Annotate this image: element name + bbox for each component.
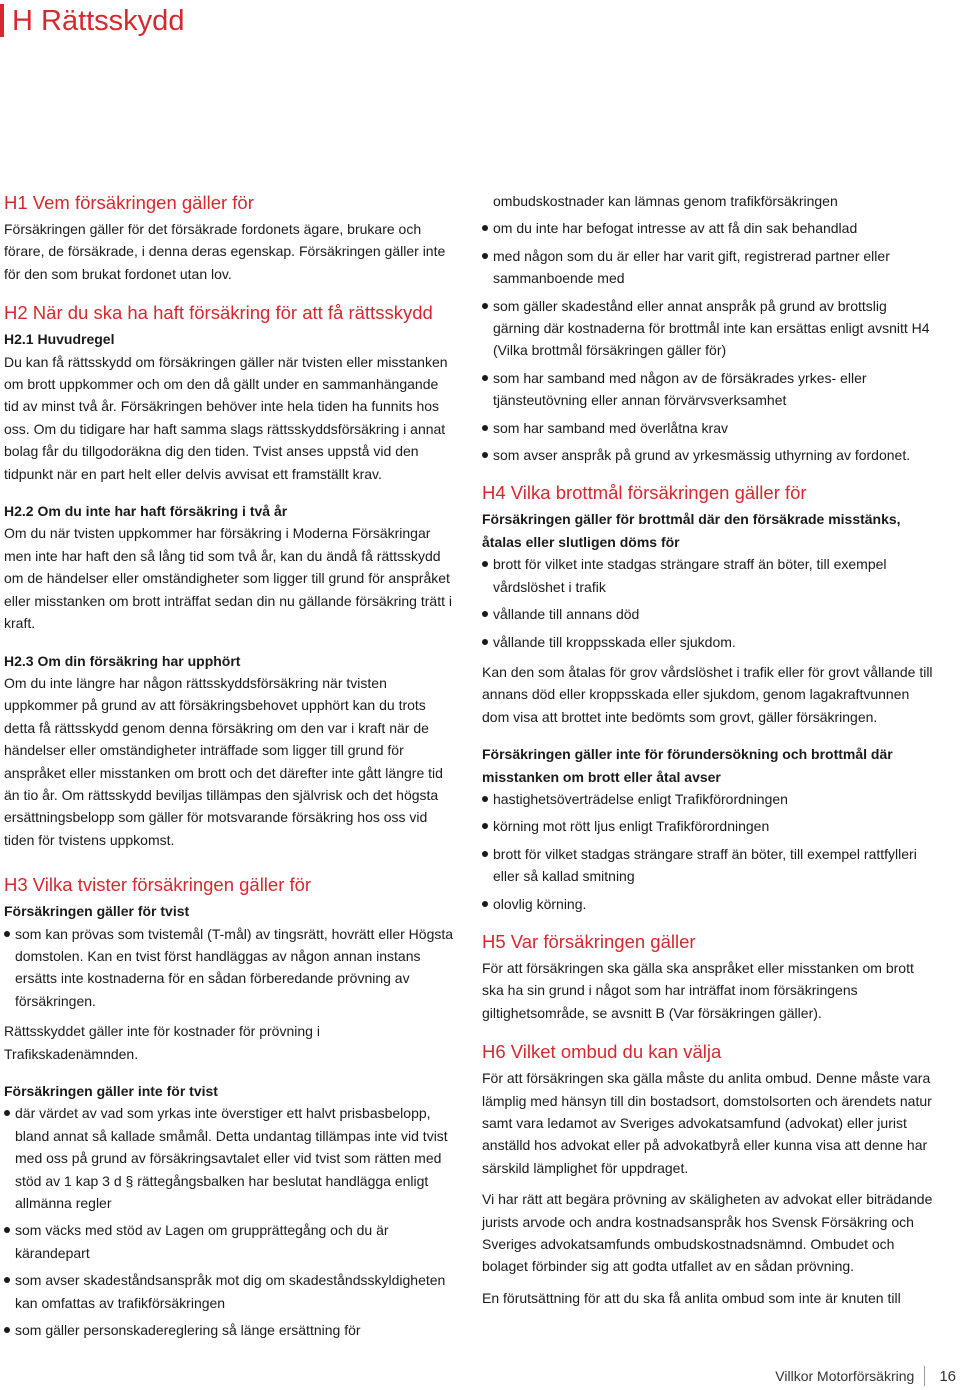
section-h5-title: H5 Var försäkringen gäller xyxy=(482,930,696,952)
list-item: olovlig körning. xyxy=(482,893,934,915)
heading-accent-bar xyxy=(0,4,4,37)
section-h22-title: H2.2 Om du inte har haft försäkring i två år xyxy=(4,503,288,520)
h4-applies-list xyxy=(482,553,934,653)
section-h5-text: För att försäkringen ska gälla ska anspråket eller misstanken om brott ska ha sin grund i något som har inträffat inom försäkringens giltighetsområde, se avsnitt B (Var försäkringen gäller). xyxy=(482,959,914,1021)
list-item: som gäller personskadereglering så länge ersättning för xyxy=(4,1319,456,1341)
list-item: vållande till kroppsskada eller sjukdom. xyxy=(482,631,934,653)
section-h1-text: Försäkringen gäller för det försäkrade fordonets ägare, brukare och förare, de försäkrade, i denna deras egenskap. Försäkringen gäller inte för den som brukat fordonet utan lov. xyxy=(4,221,446,282)
list-item: brott för vilket inte stadgas strängare straff än böter, till exempel vårdslöshet i trafik xyxy=(482,553,934,598)
section-h6-text-3: En förutsättning för att du ska få anlita ombud som inte är knuten till xyxy=(482,1289,901,1306)
section-h3-note: Rättsskyddet gäller inte för kostnader för prövning i Trafikskadenämnden. xyxy=(4,1023,320,1062)
list-item: som avser skadeståndsanspråk mot dig om skadeståndsskyldigheten kan omfattas av trafikförsäkringen xyxy=(4,1269,456,1314)
section-h6-title: H6 Vilket ombud du kan välja xyxy=(482,1041,722,1063)
section-h4-subtitle-excluded: Försäkringen gäller inte för förundersökning och brottmål där misstanken om brott eller åtal avser xyxy=(482,746,893,785)
h3-applies-list xyxy=(4,923,456,1013)
section-h6-text-1: För att försäkringen ska gälla måste du anlita ombud. Denne måste vara lämplig med hänsyn till din bostadsort, domstolsorten och ärendets natur samt vara ledamot av Sveriges advokatsamfund (advokat) eller jurist anställd hos advokat eller på advokatbyrå eller kunna visa att denne har särskild lämplighet för uppdraget. xyxy=(482,1070,932,1176)
section-h22-text: Om du när tvisten uppkommer har försäkring i Moderna Försäkringar men inte har haft den så lång tid som två år, kan du ändå få rättsskydd om de händelser eller omständigheter som ligger till grund för anspråket eller misstanken om brott inträffat sedan din nu gällande försäkring trätt i kraft. xyxy=(4,525,452,632)
list-item: där värdet av vad som yrkas inte överstiger ett halvt prisbasbelopp, bland annat så kallade småmål. Detta undantag tillämpas inte vid tvist med oss på grund av försäkringsavtalet eller vid tvist som rätten med stöd av 1 kap 3 d § rättegångsbalken har beslutat handlägga enligt allmänna regler xyxy=(4,1102,456,1214)
section-h21-title: H2.1 Huvudregel xyxy=(4,331,115,348)
section-h1-title: H1 Vem försäkringen gäller för xyxy=(4,192,254,213)
list-item: som väcks med stöd av Lagen om grupprättegång och du är kärandepart xyxy=(4,1219,456,1264)
list-item: som har samband med överlåtna krav xyxy=(482,417,934,439)
footer-title: Villkor Motorförsäkring xyxy=(775,1368,915,1384)
page-number: 16 xyxy=(939,1367,956,1385)
section-h3-title: H3 Vilka tvister försäkringen gäller för xyxy=(4,874,312,896)
left-column xyxy=(4,190,456,1349)
list-item: körning mot rött ljus enligt Trafikförordningen xyxy=(482,815,934,837)
section-h4-text: Kan den som åtalas för grov vårdslöshet i trafik eller för grovt vållande till annans död eller kroppsskada eller sjukdom, genom lagakraftvunnen dom visa att brottet inte bedömts som grovt, gäller försäkringen. xyxy=(482,663,933,725)
list-item: som har samband med någon av de försäkrades yrkes- eller tjänsteutövning eller annan förvärvsverksamhet xyxy=(482,367,934,412)
list-item: vållande till annans död xyxy=(482,603,934,625)
h3-excluded-list-continued xyxy=(482,217,934,466)
list-item: om du inte har befogat intresse av att få din sak behandlad xyxy=(482,217,934,239)
h3-excluded-list xyxy=(4,1102,456,1341)
list-item: hastighetsöverträdelse enligt Trafikförordningen xyxy=(482,788,934,810)
page-title: H Rättsskydd xyxy=(12,5,185,37)
list-item: som avser anspråk på grund av yrkesmässig uthyrning av fordonet. xyxy=(482,444,934,466)
footer-divider xyxy=(924,1366,925,1386)
list-item: som gäller skadestånd eller annat anspråk på grund av brottslig gärning där kostnaderna för brottmål inte kan ersättas enligt avsnitt H4 (Vilka brottmål försäkringen gäller för) xyxy=(482,295,934,362)
section-h2-title: H2 När du ska ha haft försäkring för att få rättsskydd xyxy=(4,302,433,324)
right-column xyxy=(482,190,934,1318)
section-h23-title: H2.3 Om din försäkring har upphört xyxy=(4,652,241,669)
section-h3-subtitle-applies: Försäkringen gäller för tvist xyxy=(4,903,190,920)
list-item: brott för vilket stadgas strängare straff än böter, till exempel rattfylleri eller så kallad smitning xyxy=(482,843,934,888)
section-h23-text: Om du inte längre har någon rättsskyddsförsäkring när tvisten uppkommer på grund av att försäkringsbehovet upphört kan du trots detta få rättsskydd genom denna försäkring om den var i kraft när de händelser eller omständigheter inträffade som ligger till grund för anspråket eller misstanken om brott och det därefter inte gått längre tid än tio år. Om rättsskydd beviljas tillämpas den självrisk och det högsta ersättningsbelopp som gäller för motsvarande försäkring hos oss vid tiden för tvistens uppkomst. xyxy=(4,674,443,848)
section-h21-text: Du kan få rättsskydd om försäkringen gäller när tvisten eller misstanken om brott uppkommer och om den då gällt under en sammanhängande tid av minst två år. Försäkringen behöver inte hela tiden ha funnits hos oss. Om du tidigare har haft samma slags rättsskyddsförsäkring i annat bolag får du tillgodoräkna dig den tiden. Tvist anses uppstå vid den tidpunkt när en part helt eller delvis avvisat ett framställt krav. xyxy=(4,353,448,482)
list-item: som kan prövas som tvistemål (T-mål) av tingsrätt, hovrätt eller Högsta domstolen. Kan en tvist först handläggas av någon annan instans ersätts inte kostnaderna för en sådan förberedande prövning av försäkringen. xyxy=(4,923,456,1013)
section-h4-subtitle-applies: Försäkringen gäller för brottmål där den försäkrade misstänks, åtalas eller slutligen döms för xyxy=(482,511,901,550)
h4-excluded-list xyxy=(482,788,934,915)
list-continuation: ombudskostnader kan lämnas genom trafikförsäkringen xyxy=(493,193,838,209)
section-h6-text-2: Vi har rätt att begära prövning av skäligheten av advokat eller biträdande jurists arvode och andra kostnadsanspråk hos Svensk Försäkring och Sveriges advokatsamfunds ombudskostnadsnämnd. Ombudet och bolaget förbinder sig att godta utfallet av en sådan prövning. xyxy=(482,1191,933,1275)
section-h4-title: H4 Vilka brottmål försäkringen gäller för xyxy=(482,482,807,504)
list-item: med någon som du är eller har varit gift, registrerad partner eller sammanboende med xyxy=(482,245,934,290)
section-h3-subtitle-excluded: Försäkringen gäller inte för tvist xyxy=(4,1083,218,1099)
page-footer xyxy=(775,1366,956,1386)
